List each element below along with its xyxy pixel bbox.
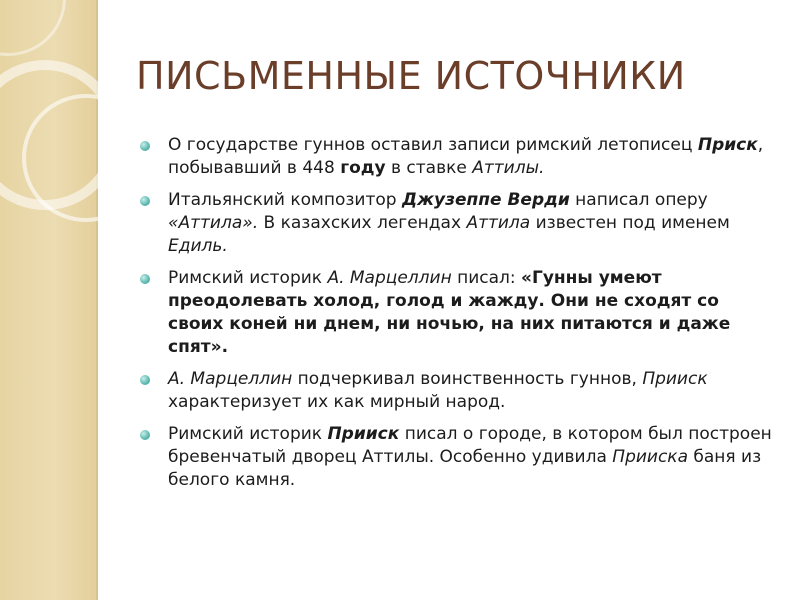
text-run: известен под именем: [530, 213, 730, 233]
bullet-dot-icon: [140, 274, 150, 284]
bullet-item: [140, 134, 780, 180]
text-run: Римский историк: [168, 424, 328, 444]
slide-title: ПИСЬМЕННЫЕ ИСТОЧНИКИ: [136, 54, 686, 98]
text-run: Аттилы.: [472, 158, 545, 178]
bullet-list: [140, 134, 780, 501]
text-run: Итальянский композитор: [168, 190, 402, 210]
text-run: в ставке: [385, 158, 473, 178]
text-run: писал:: [451, 268, 522, 288]
decorative-ring: [0, 0, 66, 56]
decorative-rings: [0, 0, 98, 600]
text-run: А. Марцеллин: [327, 268, 452, 288]
bullet-text: [168, 369, 708, 412]
bullet-item: [140, 423, 780, 492]
text-run: О государстве гуннов оставил записи римский летописец: [168, 135, 698, 155]
bullet-item: [140, 267, 780, 359]
text-run: Аттила: [466, 213, 531, 233]
bullet-text: [168, 268, 730, 357]
text-run: В казахских легендах: [258, 213, 467, 233]
text-run: А. Марцеллин: [168, 369, 293, 389]
bullet-item: [140, 189, 780, 258]
bullet-dot-icon: [140, 375, 150, 385]
bullet-dot-icon: [140, 196, 150, 206]
bullet-text: [168, 190, 730, 256]
text-run: , побывавший в 448: [168, 135, 764, 178]
text-run: написал оперу: [569, 190, 708, 210]
text-run: году: [340, 158, 386, 178]
text-run: баня из белого камня.: [168, 447, 762, 490]
text-run: Едиль.: [168, 236, 228, 256]
text-run: Приск: [697, 135, 758, 155]
text-run: Римский историк: [168, 268, 328, 288]
text-run: подчеркивал воинственность гуннов,: [292, 369, 643, 389]
text-run: Прииск: [642, 369, 708, 389]
text-run: «Гунны умеют преодолевать холод, голод и жажду. Они не сходят со своих коней ни днем, ни ночью, на них питаются и даже спят».: [168, 268, 731, 357]
bullet-text: [168, 135, 763, 178]
text-run: Прииска: [612, 447, 688, 467]
text-run: Джузеппе Верди: [401, 190, 570, 210]
bullet-dot-icon: [140, 430, 150, 440]
bullet-text: [168, 424, 772, 490]
text-run: Прииск: [327, 424, 400, 444]
bullet-item: [140, 368, 780, 414]
bullet-dot-icon: [140, 141, 150, 151]
text-run: писал о городе, в котором был построен бревенчатый дворец Аттилы. Особенно удивила: [168, 424, 772, 467]
text-run: «Аттила».: [168, 213, 259, 233]
text-run: характеризует их как мирный народ.: [168, 392, 506, 412]
